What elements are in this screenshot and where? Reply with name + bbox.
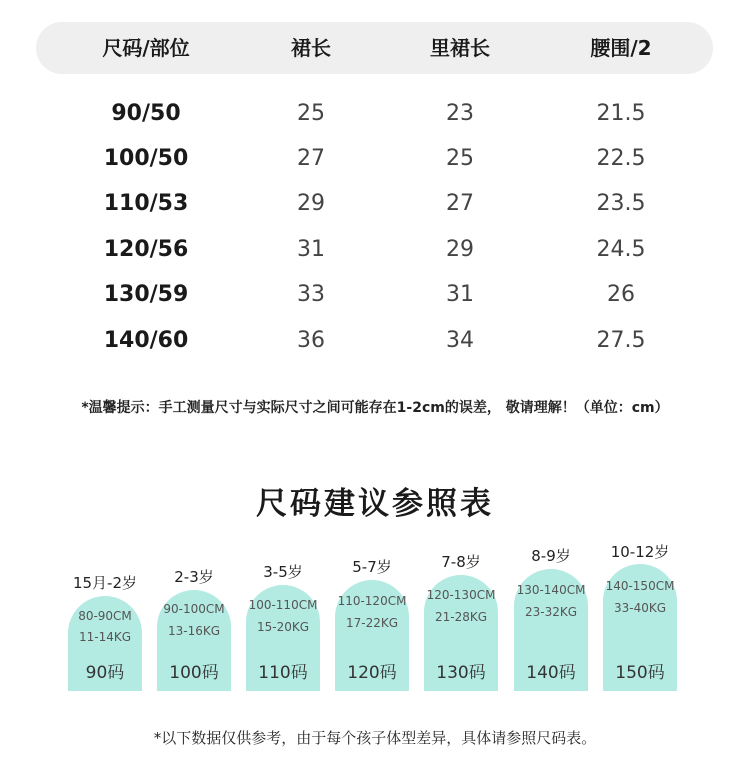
weight-range: 15-20KG (256, 620, 310, 634)
age-label: 5-7岁 (352, 558, 392, 576)
age-label: 15月-2岁 (72, 574, 138, 592)
size-card (157, 590, 231, 691)
measurement-tip: *温馨提示：手工测量尺寸与实际尺寸之间可能存在1-2cm的误差， 敬请理解！（单位：cm） (81, 400, 669, 416)
table-row (0, 319, 750, 363)
waist-cell: 24.5 (596, 237, 646, 262)
lining-length-cell: 25 (446, 146, 474, 171)
lining-length-cell: 23 (446, 101, 474, 126)
height-range: 110-120CM (337, 594, 407, 608)
waist-cell: 22.5 (596, 146, 646, 171)
size-card (424, 575, 498, 691)
age-label: 2-3岁 (174, 568, 214, 586)
weight-range: 11-14KG (78, 630, 132, 644)
header-skirt-length: 裙长 (291, 36, 331, 60)
weight-range: 17-22KG (345, 616, 399, 630)
skirt-length-cell: 29 (297, 191, 325, 216)
size-cell: 120/56 (103, 237, 189, 262)
size-cell: 100/50 (103, 146, 189, 171)
size-card (603, 564, 677, 691)
height-range: 100-110CM (248, 598, 318, 612)
lining-length-cell: 29 (446, 237, 474, 262)
height-range: 90-100CM (163, 602, 225, 616)
skirt-length-cell: 25 (297, 101, 325, 126)
header-waist: 腰围/2 (590, 36, 652, 60)
size-cell: 140/60 (103, 328, 189, 353)
age-label: 3-5岁 (263, 563, 303, 581)
waist-cell: 27.5 (596, 328, 646, 353)
size-code: 90码 (85, 663, 125, 683)
skirt-length-cell: 36 (297, 328, 325, 353)
waist-cell: 23.5 (596, 191, 646, 216)
weight-range: 13-16KG (167, 624, 221, 638)
waist-cell: 21.5 (596, 101, 646, 126)
skirt-length-cell: 33 (297, 282, 325, 307)
height-range: 80-90CM (78, 609, 132, 623)
table-row (0, 228, 750, 272)
lining-length-cell: 27 (446, 191, 474, 216)
size-card (514, 569, 588, 691)
reference-note: *以下数据仅供参考，由于每个孩子体型差异，具体请参照尺码表。 (153, 729, 597, 747)
size-cell: 130/59 (103, 282, 189, 307)
waist-cell: 26 (607, 282, 635, 307)
table-row (0, 92, 750, 136)
size-card (246, 585, 320, 691)
height-range: 120-130CM (426, 588, 496, 602)
weight-range: 23-32KG (524, 605, 578, 619)
skirt-length-cell: 31 (297, 237, 325, 262)
age-label: 8-9岁 (531, 547, 571, 565)
lining-length-cell: 31 (446, 282, 474, 307)
size-code: 110码 (258, 663, 308, 683)
size-cell: 90/50 (111, 101, 181, 126)
size-code: 150码 (615, 663, 665, 683)
weight-range: 33-40KG (613, 601, 667, 615)
table-row (0, 273, 750, 317)
height-range: 130-140CM (516, 583, 586, 597)
size-card (68, 596, 142, 691)
size-code: 140码 (526, 663, 576, 683)
header-size: 尺码/部位 (102, 36, 190, 60)
weight-range: 21-28KG (434, 610, 488, 624)
height-range: 140-150CM (605, 579, 675, 593)
age-label: 10-12岁 (610, 543, 670, 561)
size-code: 130码 (436, 663, 486, 683)
size-guide-title: 尺码建议参照表 (256, 486, 494, 522)
lining-length-cell: 34 (446, 328, 474, 353)
size-code: 120码 (347, 663, 397, 683)
skirt-length-cell: 27 (297, 146, 325, 171)
size-cell: 110/53 (103, 191, 189, 216)
table-row (0, 182, 750, 226)
size-code: 100码 (169, 663, 219, 683)
table-row (0, 137, 750, 181)
age-label: 7-8岁 (441, 553, 481, 571)
header-lining-length: 里裙长 (430, 36, 490, 60)
size-card (335, 580, 409, 691)
